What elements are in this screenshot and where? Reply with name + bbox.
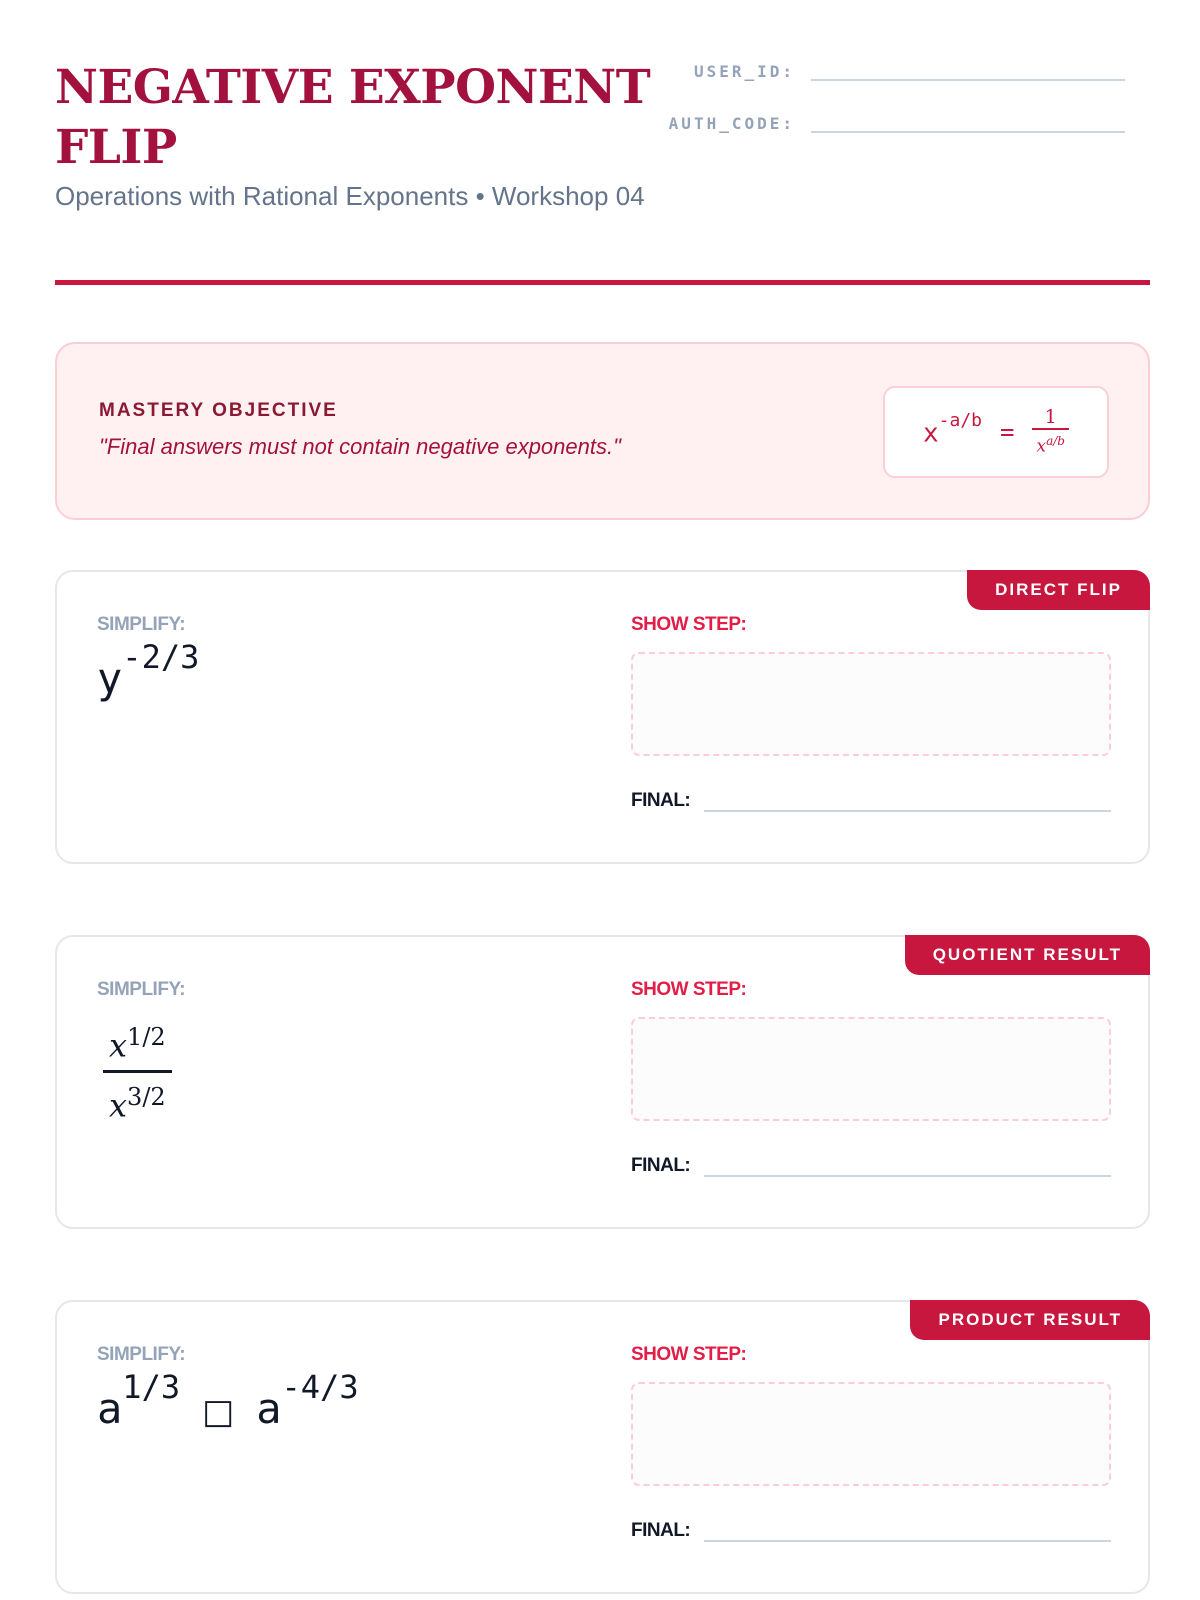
simplify-label: SIMPLIFY: (97, 979, 186, 1000)
problem-card-2 (55, 935, 1150, 1229)
denominator-base: x (109, 1086, 128, 1125)
fraction-denominator (103, 1073, 172, 1130)
objective-label: MASTERY OBJECTIVE (99, 400, 338, 421)
show-step-box[interactable] (631, 1017, 1111, 1121)
term-2-base: a (256, 1384, 282, 1433)
formula-denominator (1032, 430, 1068, 458)
final-label: FINAL: (631, 790, 691, 811)
worksheet-header (55, 0, 1150, 290)
problem-fraction (103, 1013, 172, 1129)
problem-expression (97, 638, 200, 703)
simplify-label: SIMPLIFY: (97, 614, 186, 635)
problem-expression (97, 1368, 359, 1433)
term-1-exponent: 1/3 (122, 1368, 181, 1406)
fraction-numerator (103, 1013, 172, 1070)
show-step-box[interactable] (631, 652, 1111, 756)
final-answer-input[interactable] (704, 1175, 1111, 1177)
formula-equals: = (1000, 418, 1015, 446)
simplify-label: SIMPLIFY: (97, 1344, 186, 1365)
numerator-base: x (109, 1026, 128, 1065)
formula-numerator: 1 (1044, 406, 1057, 429)
term-2-exponent: -4/3 (281, 1368, 359, 1406)
show-step-label: SHOW STEP: (631, 614, 747, 635)
mastery-objective-panel (55, 342, 1150, 520)
formula-exponent: -a/b (938, 409, 983, 431)
final-answer-input[interactable] (704, 810, 1111, 812)
user-id-label: USER_ID: (693, 62, 795, 81)
problem-badge: QUOTIENT RESULT (905, 935, 1150, 975)
problem-badge: DIRECT FLIP (967, 570, 1150, 610)
formula-lhs (923, 409, 983, 449)
denominator-exponent: a/b (1046, 434, 1065, 449)
final-answer-row (631, 1520, 1111, 1542)
multiply-symbol: □ (202, 1392, 235, 1432)
expression-exponent: -2/3 (122, 638, 200, 676)
problem-badge: PRODUCT RESULT (910, 1300, 1150, 1340)
term-1-base: a (97, 1384, 123, 1433)
show-step-box[interactable] (631, 1382, 1111, 1486)
user-id-field (655, 62, 1125, 81)
show-step-label: SHOW STEP: (631, 1344, 747, 1365)
final-answer-row (631, 790, 1111, 812)
final-answer-input[interactable] (704, 1540, 1111, 1542)
denominator-exponent: 3/2 (127, 1082, 166, 1111)
auth-code-field (655, 114, 1125, 133)
final-label: FINAL: (631, 1520, 691, 1541)
expression-base: y (97, 654, 123, 703)
problem-card-1 (55, 570, 1150, 864)
rule-formula (883, 386, 1109, 478)
page-title: NEGATIVE EXPONENT FLIP (55, 60, 651, 175)
page-subtitle: Operations with Rational Exponents • Workshop 04 (55, 181, 645, 211)
problem-card-3 (55, 1300, 1150, 1594)
numerator-exponent: 1/2 (127, 1023, 166, 1051)
objective-quote: "Final answers must not contain negative exponents." (99, 434, 621, 459)
formula-fraction (1032, 406, 1068, 458)
show-step-label: SHOW STEP: (631, 979, 747, 1000)
user-id-input[interactable] (811, 79, 1125, 81)
auth-code-input[interactable] (811, 131, 1125, 133)
final-answer-row (631, 1155, 1111, 1177)
formula-base: x (923, 418, 939, 449)
denominator-base: x (1036, 436, 1047, 457)
header-divider (55, 280, 1150, 285)
auth-code-label: AUTH_CODE: (668, 114, 795, 133)
final-label: FINAL: (631, 1155, 691, 1176)
